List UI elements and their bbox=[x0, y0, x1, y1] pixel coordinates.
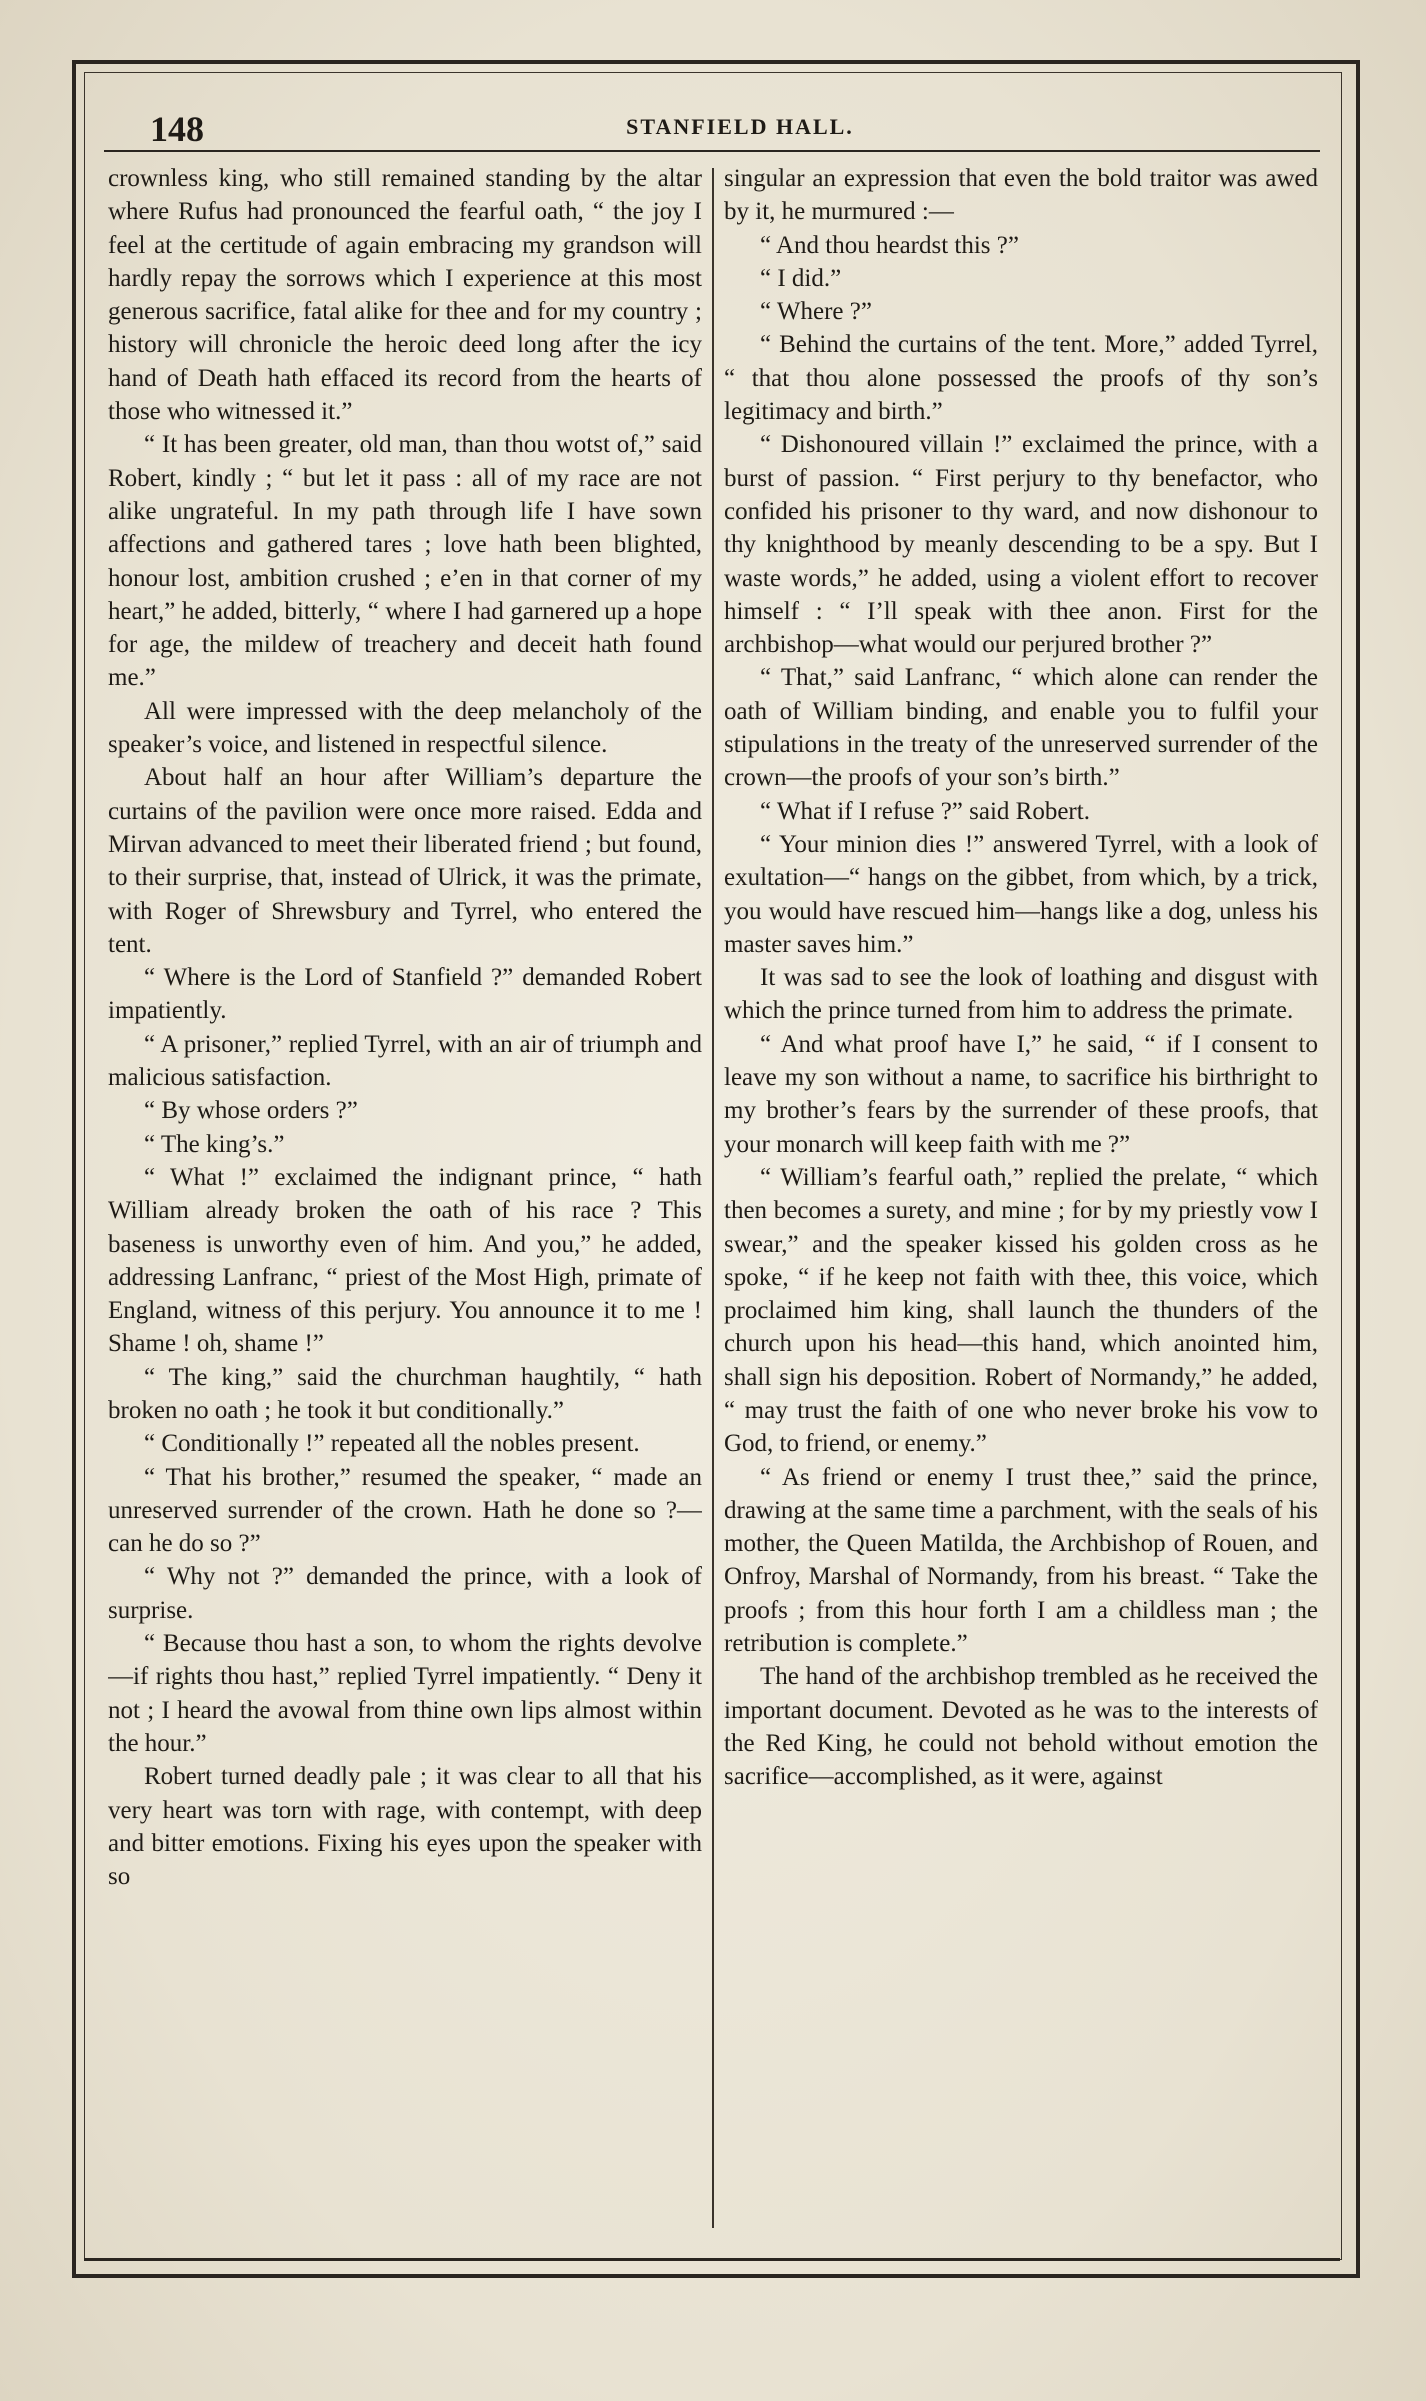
paragraph: “ What if I refuse ?” said Robert. bbox=[760, 797, 1090, 825]
page-number: 148 bbox=[150, 109, 204, 149]
column-divider bbox=[712, 168, 714, 2228]
paragraph: “ William’s fearful oath,” replied the prelate, “ which then becomes a surety, and mine ; for by my priestly vow I swear,” and the speaker kissed his golden cross as he spoke, “ if he keep not faith with thee, this voice, which proclaimed him king, shall launch the thunders of the church upon his head—this hand, which anointed him, shall sign his deposition. Robert of Normandy,” he added, “ may trust the faith of one who never broke his vow to God, to friend, or enemy.” bbox=[724, 1163, 1318, 1458]
paragraph: “ Where ?” bbox=[760, 298, 872, 326]
paragraph: “ And thou heardst this ?” bbox=[760, 231, 1019, 259]
paragraph: “ That his brother,” resumed the speaker, “ made an unreserved surrender of the crown. Hath he done so ?—can he do so ?” bbox=[108, 1463, 702, 1558]
paragraph: “ Dishonoured villain !” exclaimed the prince, with a burst of passion. “ First perjury to thy benefactor, who confided his prisoner to thy ward, and now dishonour to thy knighthood by meanly descending to be a spy. But I waste words,” he added, using a violent effort to recover himself : “ I’ll speak with thee anon. First for the archbishop—what would our perjured brother ?” bbox=[724, 431, 1318, 659]
paragraph: “ What !” exclaimed the indignant prince, “ hath William already broken the oath of his race ? This baseness is unworthy even of him. And you,” he added, addressing Lanfranc, “ priest of the Most High, primate of England, witness of this perjury. You announce it to me ! Shame ! oh, shame !” bbox=[108, 1163, 702, 1358]
paragraph: The hand of the archbishop trembled as he received the important document. Devoted as he was to the interests of the Red King, he could not behold without emotion the sacrifice—accomplished, as it were, against bbox=[724, 1663, 1318, 1791]
paragraph: “ Conditionally !” repeated all the nobles present. bbox=[144, 1430, 640, 1458]
header-rule bbox=[104, 150, 1320, 152]
paragraph: “ Where is the Lord of Stanfield ?” demanded Robert impatiently. bbox=[108, 964, 702, 1025]
paragraph: “ By whose orders ?” bbox=[144, 1097, 358, 1125]
paragraph: “ As friend or enemy I trust thee,” said the prince, drawing at the same time a parchment, with the seals of his mother, the Queen Matilda, the Archbishop of Rouen, and Onfroy, Marshal of Normandy, from his breast. “ Take the proofs ; from this hour forth I am a childless man ; the retribution is complete.” bbox=[724, 1463, 1318, 1658]
right-column bbox=[724, 162, 1318, 2202]
paragraph: Robert turned deadly pale ; it was clear to all that his very heart was torn with rage, with contempt, with deep and bitter emotions. Fixing his eyes upon the speaker with so bbox=[108, 1763, 702, 1891]
paragraph: “ The king,” said the churchman haughtily, “ hath broken no oath ; he took it but conditionally.” bbox=[108, 1363, 702, 1424]
paragraph: “ I did.” bbox=[760, 264, 842, 292]
paragraph: It was sad to see the look of loathing and disgust with which the prince turned from him to address the primate. bbox=[724, 964, 1318, 1025]
paragraph: “ The king’s.” bbox=[144, 1130, 285, 1158]
paragraph: About half an hour after William’s departure the curtains of the pavilion were once more raised. Edda and Mirvan advanced to meet their liberated friend ; but found, to their surprise, that, instead of Ulrick, it was the primate, with Roger of Shrewsbury and Tyrrel, who entered the tent. bbox=[108, 764, 702, 958]
paragraph: “ Why not ?” demanded the prince, with a look of surprise. bbox=[108, 1563, 702, 1624]
paragraph: “ And what proof have I,” he said, “ if I consent to leave my son without a name, to sacrifice his birthright to my brother’s fears by the surrender of these proofs, that your monarch will keep faith with me ?” bbox=[724, 1030, 1318, 1158]
paragraph: “ A prisoner,” replied Tyrrel, with an air of triumph and malicious satisfaction. bbox=[108, 1030, 702, 1092]
page-header bbox=[150, 100, 1330, 150]
running-title: STANFIELD HALL. bbox=[626, 114, 854, 139]
left-column bbox=[108, 162, 702, 2202]
paragraph: crownless king, who still remained standing by the altar where Rufus had pronounced the fearful oath, “ the joy I feel at the certitude of again embracing my grandson will hardly repay the sorrows which I experience at this most generous sacrifice, fatal alike for thee and for my country ; history will chronicle the heroic deed long after the icy hand of Death hath effaced its record from the hearts of those who witnessed it.” bbox=[108, 165, 702, 426]
paragraph: “ It has been greater, old man, than thou wotst of,” said Robert, kindly ; “ but let it pass : all of my race are not alike ungrateful. In my path through life I have sown affections and gathered tares ; love hath been blighted, honour lost, ambition crushed ; e’en in that corner of my heart,” he added, bitterly, “ where I had garnered up a hope for age, the mildew of treachery and deceit hath found me.” bbox=[108, 431, 702, 692]
footer-rule bbox=[84, 2258, 1340, 2261]
paragraph: “ Your minion dies !” answered Tyrrel, with a look of exultation—“ hangs on the gibbet, from which, by a trick, you would have rescued him—hangs like a dog, unless his master saves him.” bbox=[724, 830, 1318, 958]
paragraph: All were impressed with the deep melancholy of the speaker’s voice, and listened in respectful silence. bbox=[108, 697, 702, 759]
paragraph: “ Because thou hast a son, to whom the rights devolve—if rights thou hast,” replied Tyrrel impatiently. “ Deny it not ; I heard the avowal from thine own lips almost within the hour.” bbox=[108, 1630, 702, 1757]
paragraph: “ That,” said Lanfranc, “ which alone can render the oath of William binding, and enable you to fulfil your stipulations in the treaty of the unreserved surrender of the crown—the proofs of your son’s birth.” bbox=[724, 664, 1318, 792]
paragraph: singular an expression that even the bold traitor was awed by it, he murmured :— bbox=[724, 165, 1318, 226]
paragraph: “ Behind the curtains of the tent. More,” added Tyrrel, “ that thou alone possessed the proofs of thy son’s legitimacy and birth.” bbox=[724, 331, 1318, 426]
